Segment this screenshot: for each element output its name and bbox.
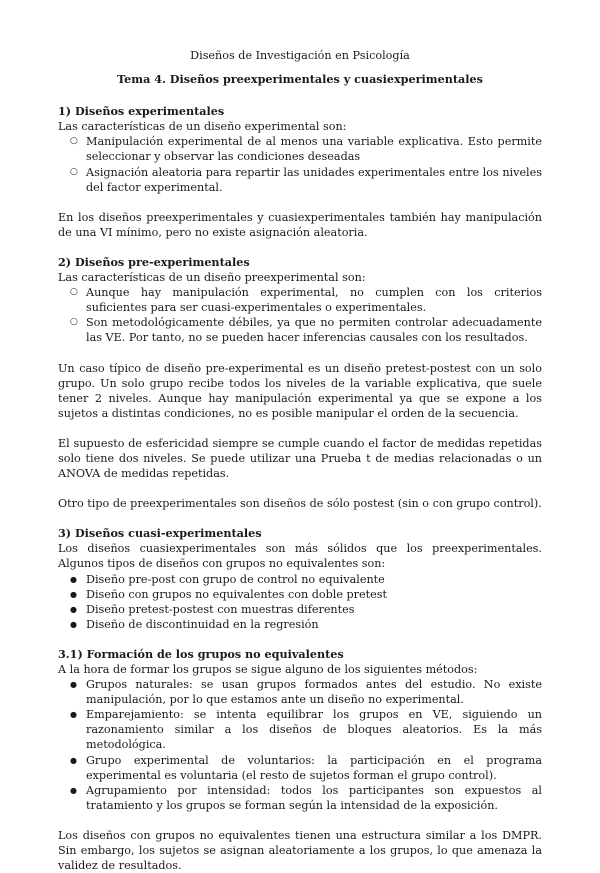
section-heading: 1) Diseños experimentales: [58, 104, 225, 119]
list-item: ○ Aunque hay manipulación experimental, no cumplen con los criterios suficientes para ser cuasi-experimentales o experimentales.: [86, 285, 542, 315]
section-intro: Las características de un diseño experimental son:: [58, 120, 347, 134]
section-intro: A la hora de formar los grupos se sigue alguno de los siguientes métodos:: [58, 663, 478, 676]
section-heading: 2) Diseños pre-experimentales: [58, 254, 250, 269]
list-item: ● Diseño pre-post con grupo de control no equivalente: [86, 572, 542, 587]
section-intro: Los diseños cuasiexperimentales son más sólidos que los preexperimentales. Algunos tipos de diseños con grupos no equivalentes son:: [58, 542, 542, 571]
section-heading: 3) Diseños cuasi-experimentales: [58, 526, 262, 541]
section-preexperimental: [58, 255, 542, 511]
methods-list: [58, 677, 542, 813]
list-item: ● Grupo experimental de voluntarios: la participación en el programa experimental es voluntaria (el resto de sujetos forman el grupo control).: [86, 753, 542, 783]
paragraph: Un caso típico de diseño pre-experimental es un diseño pretest-postest con un solo grupo. Un solo grupo recibe todos los niveles de la variable explicativa, que suele tener 2 niveles. Aunque hay manipulación experimental ya que se expone a los sujetos a distintas condiciones, no es posible manipular el orden de la secuencia.: [58, 361, 542, 420]
paragraph: En los diseños preexperimentales y cuasiexperimentales también hay manipulación de una VI mínimo, pero no existe asignación aleatoria.: [58, 210, 542, 239]
section-intro: Las características de un diseño preexperimental son:: [58, 271, 366, 285]
course-title: Diseños de Investigación en Psicología: [190, 49, 410, 62]
list-item: ● Diseño pretest-postest con muestras diferentes: [86, 602, 542, 617]
chapter-title: Tema 4. Diseños preexperimentales y cuasiexperimentales: [117, 72, 483, 87]
section-group-formation: [58, 647, 542, 873]
list-item: ● Grupos naturales: se usan grupos formados antes del estudio. No existe manipulación, por lo que estamos ante un diseño no experimental.: [86, 677, 542, 707]
list-item: ● Diseño de discontinuidad en la regresión: [86, 617, 542, 632]
characteristics-list: [58, 285, 542, 345]
list-item: ● Agrupamiento por intensidad: todos los participantes son expuestos al tratamiento y los grupos se forman según la intensidad de la exposición.: [86, 783, 542, 813]
design-types-list: [58, 572, 542, 632]
characteristics-list: [58, 134, 542, 194]
section-heading: 3.1) Formación de los grupos no equivalentes: [58, 646, 344, 661]
paragraph: Los diseños con grupos no equivalentes tienen una estructura similar a los DMPR. Sin embargo, los sujetos se asignan aleatoriamente a los grupos, lo que amenaza la validez de resultados.: [58, 828, 542, 873]
list-item: ○ Son metodológicamente débiles, ya que no permiten controlar adecuadamente las VE. Por tanto, no se pueden hacer inferencias causales con los resultados.: [86, 315, 542, 345]
section-quasiexperimental: [58, 526, 542, 632]
list-item: ● Emparejamiento: se intenta equilibrar los grupos en VE, siguiendo un razonamiento similar a los diseños de bloques aleatorios. Es la más metodológica.: [86, 707, 542, 752]
list-item: ● Diseño con grupos no equivalentes con doble pretest: [86, 587, 542, 602]
section-experimental: [58, 104, 542, 240]
list-item: ○ Asignación aleatoria para repartir las unidades experimentales entre los niveles del factor experimental.: [86, 165, 542, 195]
paragraph: Otro tipo de preexperimentales son diseños de sólo postest (sin o con grupo control).: [58, 497, 542, 511]
list-item: ○ Manipulación experimental de al menos una variable explicativa. Esto permite seleccionar y observar las condiciones deseadas: [86, 134, 542, 164]
paragraph: El supuesto de esfericidad siempre se cumple cuando el factor de medidas repetidas solo tiene dos niveles. Se puede utilizar una Prueba t de medias relacionadas o un ANOVA de medidas repetidas.: [58, 436, 542, 481]
